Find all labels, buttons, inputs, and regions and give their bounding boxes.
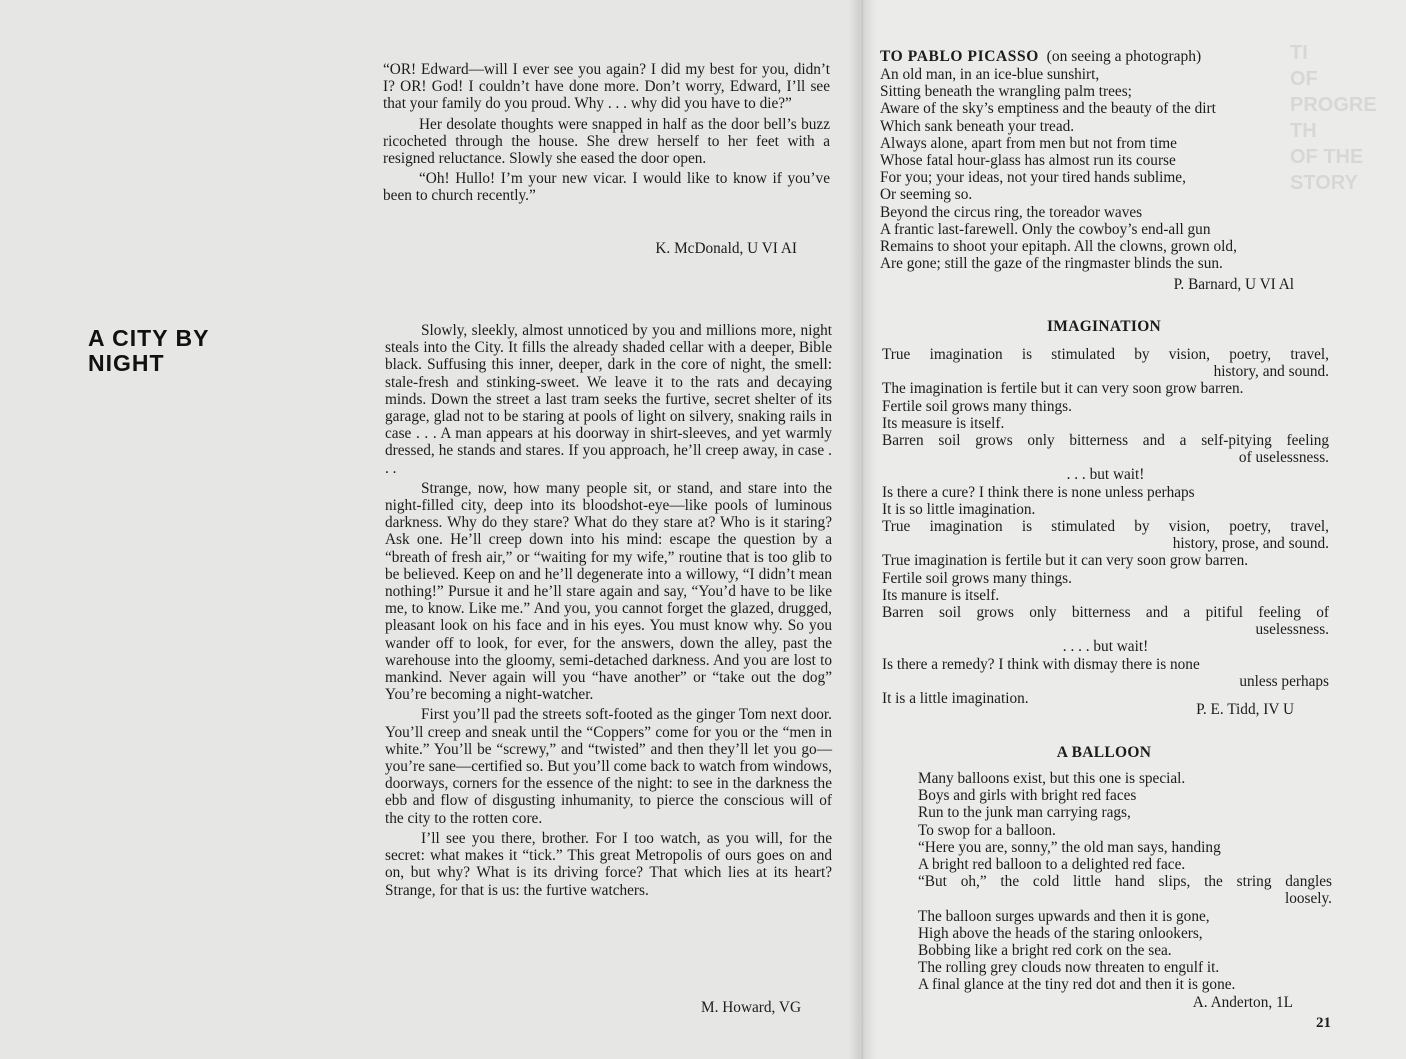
picasso-poem — [880, 48, 1295, 272]
picasso-title-bold: TO PABLO PICASSO — [880, 48, 1039, 65]
poem-line: To swop for a balloon. — [918, 821, 1056, 839]
poem-line: Are gone; still the gaze of the ringmaster blinds the sun. — [880, 255, 1223, 273]
poem-line: Fertile soil grows many things. — [882, 569, 1072, 587]
poem-line: High above the heads of the staring onlookers, — [918, 924, 1203, 942]
balloon-poem — [918, 770, 1332, 994]
poem-line: Bobbing like a bright red cork on the sea. — [918, 942, 1172, 960]
poem-line: Is there a cure? I think there is none unless perhaps — [882, 483, 1195, 501]
poem-line: Aware of the sky’s emptiness and the beauty of the dirt — [880, 100, 1216, 118]
page-gutter — [848, 0, 876, 1059]
poem-line: A final glance at the tiny red dot and then it is gone. — [918, 976, 1236, 994]
story-paragraph: “OR! Edward—will I ever see you again? I did my best for you, didn’t I? OR! God! I couldn’t have done more. Don’t worry, Edward, I’ll see that your family do you proud. Why . . . why did you have to die?” — [383, 61, 830, 113]
poem-line: A frantic last-farewell. Only the cowboy’s end-all gun — [880, 220, 1211, 238]
section-title — [88, 326, 288, 376]
imagination-byline: P. E. Tidd, IV U — [1196, 701, 1294, 718]
balloon-byline: A. Anderton, 1L — [1192, 994, 1293, 1011]
poem-line: True imagination is fertile but it can very soon grow barren. — [882, 552, 1249, 570]
poem-line: Its measure is itself. — [882, 414, 1005, 432]
poem-line: A bright red balloon to a delighted red face. — [918, 856, 1186, 874]
poem-line: uselessness. — [1255, 621, 1329, 639]
poem-line: It is a little imagination. — [882, 690, 1029, 708]
poem-line: . . . . but wait! — [1062, 638, 1149, 656]
poem-line: True imagination is stimulated by vision, poetry, travel, — [882, 518, 1329, 536]
poem-line: Barren soil grows only bitterness and a self-pitying feeling — [882, 432, 1329, 450]
story-ending — [383, 61, 830, 208]
poem-line: Barren soil grows only bitterness and a pitiful feeling of — [882, 604, 1329, 622]
title-line: NIGHT — [88, 350, 165, 376]
poem-line: Which sank beneath your tread. — [880, 117, 1075, 135]
bleed-line: OF PROGRE — [1290, 68, 1377, 116]
picasso-lines — [880, 66, 1295, 272]
poem-line: loosely. — [1284, 890, 1332, 908]
poem-line: Or seeming so. — [880, 186, 973, 204]
poem-line: “But oh,” the cold little hand slips, the string dangles — [918, 873, 1332, 891]
essay-byline: M. Howard, VG — [701, 999, 801, 1016]
page-number: 21 — [1316, 1015, 1331, 1031]
poem-line: Is there a remedy? I think with dismay there is none — [882, 655, 1200, 673]
imagination-poem — [882, 346, 1329, 707]
poem-line: Remains to shoot your epitaph. All the clowns, grown old, — [880, 238, 1237, 256]
story-paragraph: “Oh! Hullo! I’m your new vicar. I would like to know if you’ve been to church recently.” — [383, 170, 830, 205]
imagination-title: IMAGINATION — [1046, 318, 1162, 335]
city-by-night-essay — [385, 322, 832, 902]
poem-line: unless perhaps — [1239, 672, 1329, 690]
poem-line: Whose fatal hour-glass has almost run its course — [880, 152, 1176, 170]
poem-line: True imagination is stimulated by vision, poetry, travel, — [882, 346, 1329, 363]
poem-line: history, prose, and sound. — [1172, 535, 1329, 553]
bleed-line: TI — [1290, 42, 1308, 64]
poem-line: The imagination is fertile but it can very soon grow barren. — [882, 380, 1244, 398]
essay-paragraph: Strange, now, how many people sit, or stand, and stare into the night-filled city, deep into its bloodshot-eye—like pools of luminous darkness. Why do they stare? What do they stare at? Who is it staring? Ask one. He’ll creep down into his mind: escape the question by a “breath of fresh air,” or “waiting for my wife,” routine that is too glib to be believed. Keep on and he’ll degenerate into a willowy, “I didn’t mean nothing!” Pursue it and he’ll stare again and say, “You’d have to be like me, to know. Like me.” And you, you cannot forget the glazed, drugged, pleasant look on his face and in his eyes. You must know why. So you wander off to look, for ever, for the answers, down the alley, past the warehouse into the gloomy, semi-detached darkness. And you are lost to mankind. Never again will you “have another” or “take out the dog” You’re becoming a night-watcher. — [385, 479, 832, 704]
poem-line: It is so little imagination. — [882, 500, 1036, 518]
bleed-line: OF THE — [1290, 146, 1364, 168]
poem-line: history, and sound. — [1213, 363, 1329, 381]
bleed-through-text — [1290, 40, 1406, 200]
picasso-title — [880, 48, 1295, 66]
poem-line: Its manure is itself. — [882, 586, 1000, 604]
bleed-line: STORY — [1290, 172, 1358, 194]
poem-line: An old man, in an ice-blue sunshirt, — [880, 66, 1100, 83]
poem-line: Boys and girls with bright red faces — [918, 787, 1137, 805]
poem-line: The rolling grey clouds now threaten to engulf it. — [918, 959, 1220, 977]
poem-line: . . . but wait! — [1066, 466, 1145, 484]
poem-line: The balloon surges upwards and then it is gone, — [918, 907, 1210, 925]
balloon-title: A BALLOON — [1056, 744, 1152, 761]
poem-line: “Here you are, sonny,” the old man says, handing — [918, 838, 1221, 856]
story-byline: K. McDonald, U VI AI — [655, 240, 797, 257]
essay-paragraph: Slowly, sleekly, almost unnoticed by you and millions more, night steals into the City. It fills the already shaded cellar with a deeper, Bible black. Suffusing this inner, deeper, dark in the core of night, the smell: stale-fresh and stinking-sweet. We leave it to the rats and decaying minds. Down the street a last tram seeks the furtive, secret shelter of its garage, glad not to be staring at pools of light on silvery, snaking rails in case . . . A man appears at his doorway in shirt-sleeves, and yet warmly dressed, he stands and stares. If you approach, he’ll creep away, in case . . . — [385, 322, 832, 477]
title-line: A CITY BY — [88, 325, 210, 351]
poem-line: Sitting beneath the wrangling palm trees; — [880, 83, 1132, 101]
poem-line: of uselessness. — [1238, 449, 1329, 467]
poem-line: Many balloons exist, but this one is special. — [918, 770, 1186, 787]
poem-line: Beyond the circus ring, the toreador waves — [880, 203, 1143, 221]
picasso-title-subtitle: (on seeing a photograph) — [1046, 48, 1202, 65]
essay-paragraph: First you’ll pad the streets soft-footed as the ginger Tom next door. You’ll creep and sneak until the “Coppers” come for you or the “men in white.” You’ll be “screwy,” and “twisted” and then they’ll let you go—you’re sane—certified so. But you’ll come back to watch from windows, doorways, corners for the essence of the night: to see in the darkness the ebb and flow of disgusting inhumanity, to pierce the conscious will of the city to the rotten core. — [385, 706, 832, 827]
story-paragraph: Her desolate thoughts were snapped in half as the door bell’s buzz ricocheted through the house. She drew herself to her feet with a resigned reluctance. Slowly she eased the door open. — [383, 115, 830, 168]
poem-line: Always alone, apart from men but not from time — [880, 134, 1177, 152]
poem-line: Fertile soil grows many things. — [882, 397, 1072, 415]
poem-line: For you; your ideas, not your tired hands sublime, — [880, 169, 1186, 187]
picasso-byline: P. Barnard, U VI Al — [1173, 276, 1294, 293]
poem-line: Run to the junk man carrying rags, — [918, 804, 1131, 822]
essay-paragraph: I’ll see you there, brother. For I too watch, as you will, for the secret: what makes it “tick.” This great Metropolis of ours goes on and on, but why? What is its driving force? That which lies at its heart? Strange, for that is us: the furtive watchers. — [385, 829, 832, 899]
bleed-line: TH — [1290, 120, 1317, 142]
